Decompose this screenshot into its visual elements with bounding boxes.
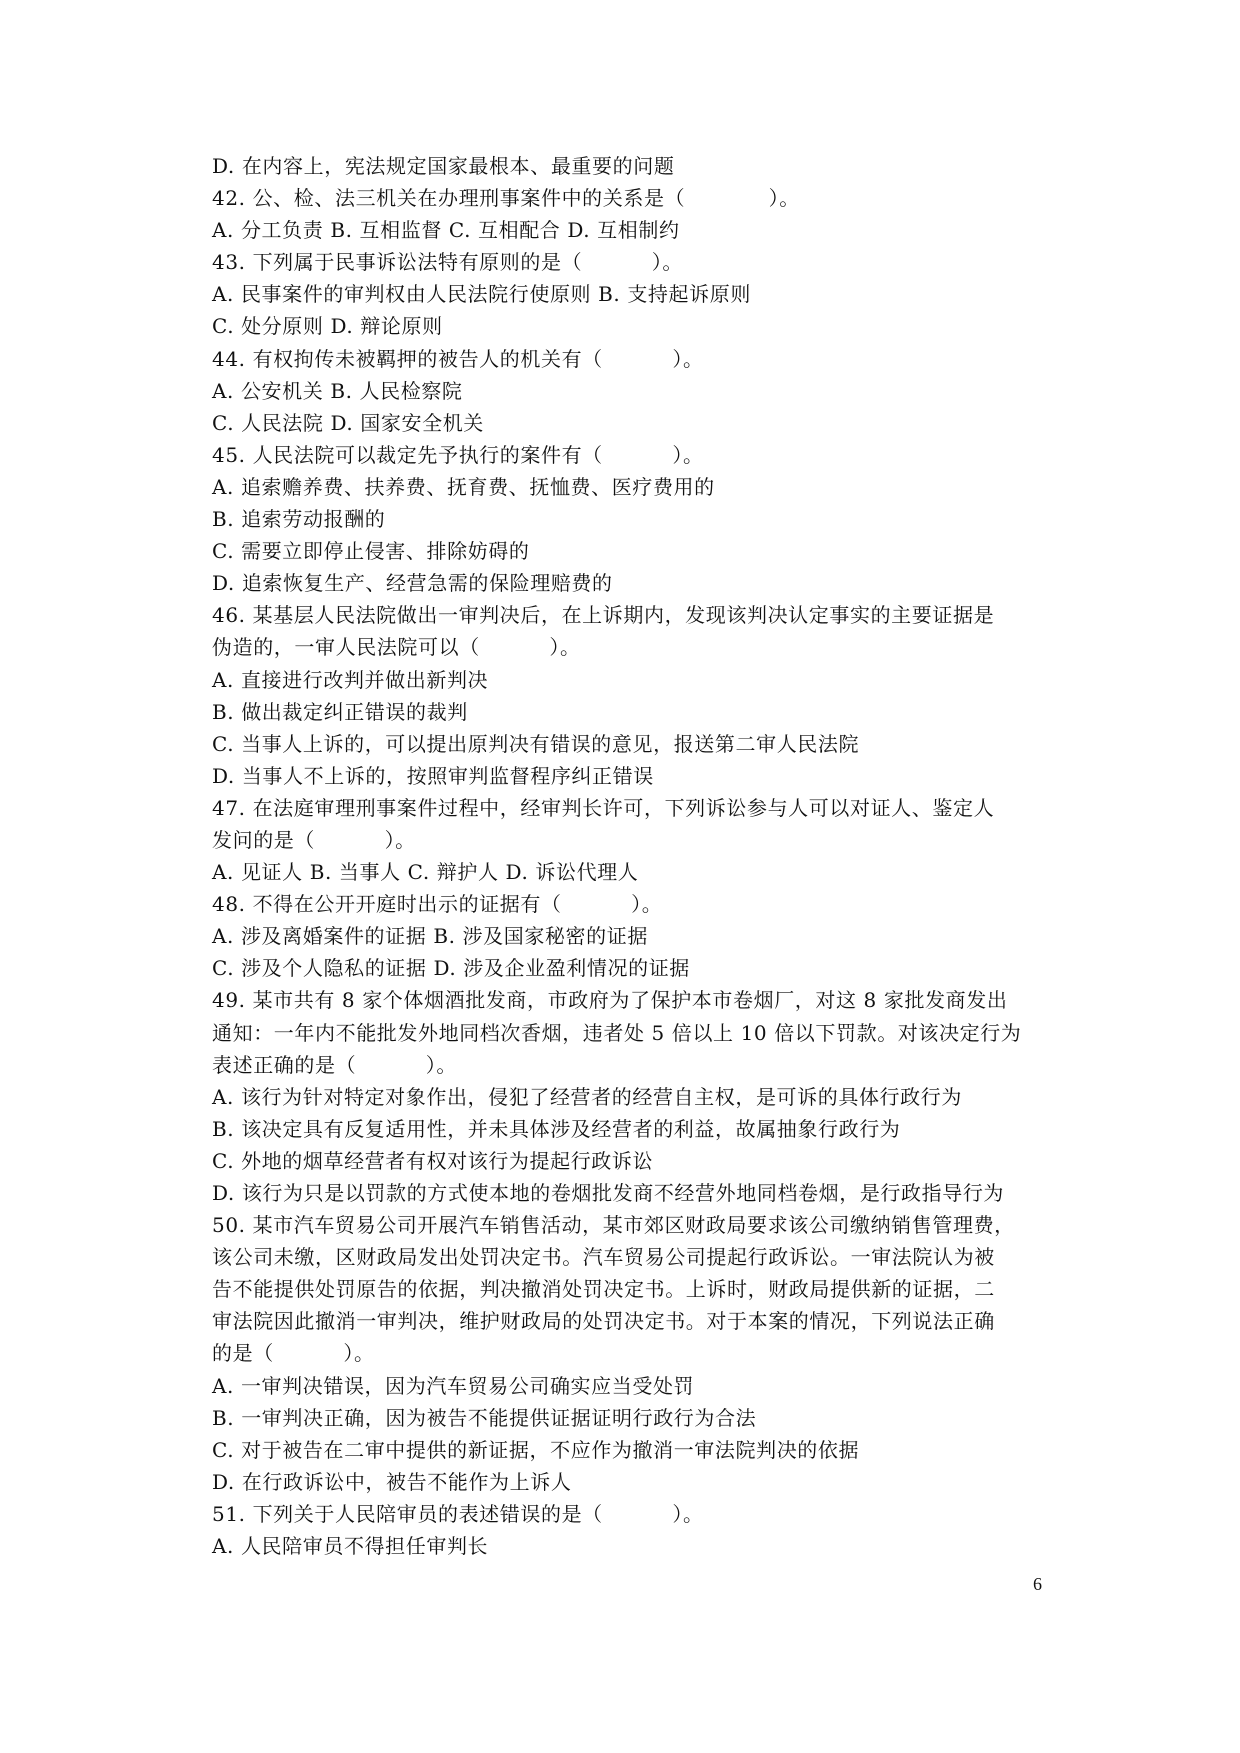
text-line: A. 分工负责 B. 互相监督 C. 互相配合 D. 互相制约 — [212, 218, 680, 243]
text-line: 51. 下列关于人民陪审员的表述错误的是（ ）。 — [212, 1501, 704, 1526]
text-line: C. 人民法院 D. 国家安全机关 — [212, 410, 484, 435]
text-line: C. 对于被告在二审中提供的新证据，不应作为撤消一审法院判决的依据 — [212, 1437, 860, 1462]
text-line: C. 处分原则 D. 辩论原则 — [212, 314, 443, 339]
text-line: C. 当事人上诉的，可以提出原判决有错误的意见，报送第二审人民法院 — [212, 731, 860, 756]
text-line: C. 需要立即停止侵害、排除妨碍的 — [212, 539, 530, 564]
text-line: 46. 某基层人民法院做出一审判决后，在上诉期内，发现该判决认定事实的主要证据是 — [212, 603, 995, 628]
text-line: 告不能提供处罚原告的依据，判决撤消处罚决定书。上诉时，财政局提供新的证据，二 — [212, 1277, 995, 1302]
text-line: A. 追索赡养费、扶养费、抚育费、抚恤费、医疗费用的 — [212, 474, 715, 499]
text-line: 44. 有权拘传未被羁押的被告人的机关有（ ）。 — [212, 346, 704, 371]
text-line: C. 涉及个人隐私的证据 D. 涉及企业盈利情况的证据 — [212, 956, 690, 981]
text-line: 发问的是（ ）。 — [212, 827, 416, 852]
text-line: 48. 不得在公开开庭时出示的证据有（ ）。 — [212, 892, 663, 917]
text-line: 43. 下列属于民事诉讼法特有原则的是（ ）。 — [212, 250, 683, 275]
text-line: D. 在内容上，宪法规定国家最根本、最重要的问题 — [212, 154, 675, 178]
text-line: A. 民事案件的审判权由人民法院行使原则 B. 支持起诉原则 — [212, 282, 751, 307]
text-line: 审法院因此撤消一审判决，维护财政局的处罚决定书。对于本案的情况，下列说法正确 — [212, 1309, 995, 1334]
text-line: A. 该行为针对特定对象作出，侵犯了经营者的经营自主权，是可诉的具体行政行为 — [212, 1084, 962, 1109]
text-line: A. 涉及离婚案件的证据 B. 涉及国家秘密的证据 — [212, 924, 648, 949]
text-line: 50. 某市汽车贸易公司开展汽车销售活动，某市郊区财政局要求该公司缴纳销售管理费， — [212, 1213, 1015, 1238]
text-line: D. 当事人不上诉的，按照审判监督程序纠正错误 — [212, 763, 654, 788]
text-line: A. 直接进行改判并做出新判决 — [212, 667, 489, 692]
text-line: 42. 公、检、法三机关在办理刑事案件中的关系是（ ）。 — [212, 186, 800, 211]
text-line: 47. 在法庭审理刑事案件过程中，经审判长许可，下列诉讼参与人可以对证人、鉴定人 — [212, 795, 995, 820]
text-line: B. 一审判决正确，因为被告不能提供证据证明行政行为合法 — [212, 1405, 757, 1430]
text-line: 伪造的，一审人民法院可以（ ）。 — [212, 635, 581, 660]
text-line: D. 追索恢复生产、经营急需的保险理赔费的 — [212, 571, 613, 596]
text-line: A. 见证人 B. 当事人 C. 辩护人 D. 诉讼代理人 — [212, 860, 639, 885]
text-line: D. 在行政诉讼中，被告不能作为上诉人 — [212, 1469, 572, 1494]
text-line: B. 做出裁定纠正错误的裁判 — [212, 699, 468, 724]
text-line: C. 外地的烟草经营者有权对该行为提起行政诉讼 — [212, 1148, 654, 1173]
text-line: D. 该行为只是以罚款的方式使本地的卷烟批发商不经营外地同档卷烟，是行政指导行为 — [212, 1181, 1005, 1205]
text-line: 49. 某市共有 8 家个体烟酒批发商，市政府为了保护本市卷烟厂，对这 8 家批发商发出 — [212, 988, 1008, 1013]
page-number: 6 — [1033, 1574, 1042, 1594]
text-line: 通知：一年内不能批发外地同档次香烟，违者处 5 倍以上 10 倍以下罚款。对该决定行为 — [212, 1020, 1022, 1045]
text-line: A. 人民陪审员不得担任审判长 — [212, 1534, 489, 1559]
text-line: A. 一审判决错误，因为汽车贸易公司确实应当受处罚 — [212, 1373, 695, 1398]
text-line: 表述正确的是（ ）。 — [212, 1052, 457, 1077]
question-text-block — [212, 150, 1052, 1562]
text-line: 45. 人民法院可以裁定先予执行的案件有（ ）。 — [212, 442, 704, 467]
text-line: B. 追索劳动报酬的 — [212, 507, 386, 532]
text-line: B. 该决定具有反复适用性，并未具体涉及经营者的利益，故属抽象行政行为 — [212, 1116, 901, 1141]
text-line: A. 公安机关 B. 人民检察院 — [212, 378, 463, 403]
text-line: 的是（ ）。 — [212, 1341, 375, 1366]
text-line: 该公司未缴，区财政局发出处罚决定书。汽车贸易公司提起行政诉讼。一审法院认为被 — [212, 1245, 995, 1270]
